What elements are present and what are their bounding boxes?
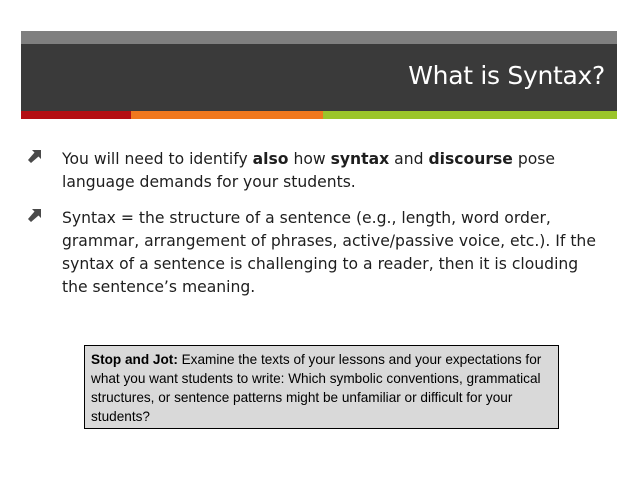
arrow-bullet-icon (28, 208, 42, 222)
title-bar (21, 44, 617, 111)
callout-text: Examine the texts of your lessons and your expectations for what you want students to write: Which symbolic conventions, grammatical structures, or sentence patterns might be unfamiliar or difficult for your students? (91, 352, 542, 424)
bullet-emphasis-also: also (252, 150, 289, 168)
bullet-item (28, 148, 608, 194)
bullet-text: and (389, 150, 429, 168)
arrow-bullet-icon (28, 149, 42, 163)
bullet-item (28, 207, 608, 299)
bullet-text: pose language demands for your students. (62, 150, 555, 191)
stop-and-jot-box (84, 345, 559, 429)
bullet-text: Syntax = the structure of a sentence (e.g., length, word order, grammar, arrangement of phrases, active/passive voice, etc.). If the syntax of a sentence is challenging to a reader, then it is clouding the sentence’s meaning. (62, 209, 596, 296)
slide-title: What is Syntax? (408, 61, 605, 90)
accent-stripes (21, 111, 617, 119)
accent-stripe-orange (131, 111, 323, 119)
bullet-text: You will need to identify (62, 150, 253, 168)
callout-label: Stop and Jot: (91, 352, 178, 367)
accent-stripe-red (21, 111, 131, 119)
bullet-emphasis-discourse: discourse (428, 150, 513, 168)
header-top-strip (21, 31, 617, 44)
bullet-list (28, 148, 608, 312)
accent-stripe-green (323, 111, 617, 119)
bullet-text: how (288, 150, 331, 168)
bullet-emphasis-syntax: syntax (330, 150, 390, 168)
